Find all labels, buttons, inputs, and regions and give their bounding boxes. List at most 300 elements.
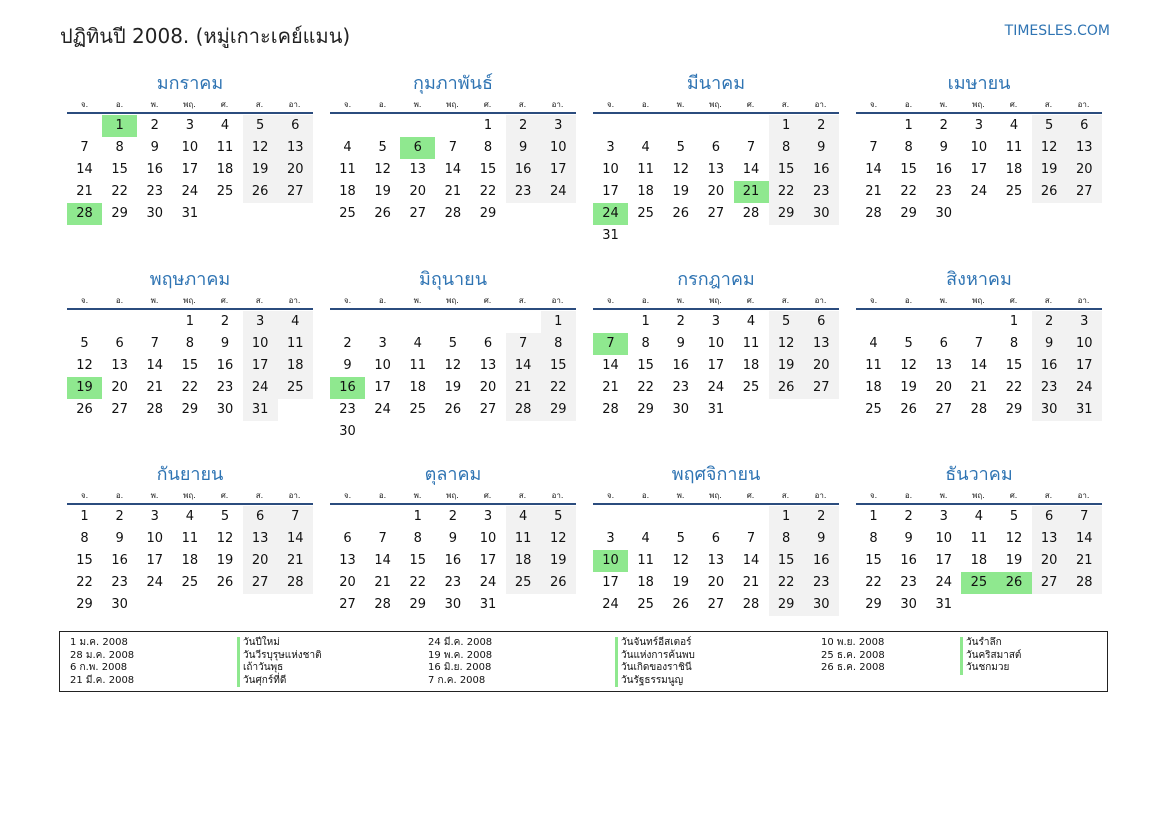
day-cell: 16 (1032, 355, 1067, 377)
day-cell: 6 (278, 115, 313, 137)
empty-day-cell (365, 506, 400, 528)
day-cell: 3 (1067, 311, 1102, 333)
day-cell: 14 (1067, 528, 1102, 550)
weekday-header (593, 98, 839, 114)
day-cell: 4 (220, 118, 230, 133)
day-cell: 19 (672, 575, 690, 590)
day-cell: 20 (339, 575, 356, 590)
day-cell: 6 (711, 531, 721, 546)
day-cell: 6 (804, 311, 839, 333)
day-cell: 8 (769, 528, 804, 550)
weekday-label: อา. (551, 491, 564, 500)
empty-day-cell (471, 311, 506, 333)
day-cell: 17 (541, 159, 576, 181)
empty-day-cell (926, 311, 961, 333)
day-cell: 5 (1009, 509, 1019, 524)
weekday-label: พ. (939, 491, 948, 500)
day-cell: 26 (1032, 181, 1067, 203)
day-cell: 2 (676, 314, 685, 329)
day-cell: 14 (374, 553, 391, 568)
weekday-label: พ. (413, 296, 422, 305)
empty-day-cell (102, 311, 137, 333)
day-cell: 2 (904, 509, 913, 524)
day-cell: 28 (506, 399, 541, 421)
day-cell: 5 (676, 531, 685, 546)
month-name: มีนาคม (686, 73, 746, 94)
day-cell: 6 (939, 336, 948, 351)
month-name: เมษายน (947, 73, 1011, 94)
weekday-header (856, 98, 1102, 114)
day-cell: 21 (146, 380, 164, 395)
day-cell: 1 (185, 314, 195, 329)
day-cell: 20 (111, 380, 128, 395)
legend-date: 16 มิ.ย. 2008 (428, 662, 492, 673)
day-cell: 24 (707, 380, 725, 395)
legend-holiday-name: วันรัฐธรรมนูญ (615, 675, 695, 688)
day-cell: 11 (637, 162, 654, 177)
day-cell: 16 (146, 162, 164, 177)
day-cell: 28 (970, 402, 988, 417)
day-cell: 3 (483, 509, 493, 524)
weekday-label: จ. (80, 491, 89, 500)
weekday-label: อ. (378, 296, 387, 305)
holiday-day-cell: 10 (593, 550, 628, 572)
day-cell: 30 (111, 597, 128, 612)
empty-day-cell (961, 311, 996, 333)
weekday-label: พ. (150, 100, 159, 109)
day-cell: 6 (711, 140, 721, 155)
day-cell: 15 (541, 355, 576, 377)
day-cell: 17 (479, 553, 497, 568)
day-cell: 1 (904, 118, 913, 133)
weekday-label: พฤ. (709, 296, 722, 305)
day-cell: 4 (746, 314, 756, 329)
legend-date-column (821, 637, 885, 675)
weekday-label: พ. (150, 491, 159, 500)
day-cell: 4 (869, 336, 878, 351)
day-cell: 15 (1005, 358, 1023, 373)
empty-day-cell (67, 115, 102, 137)
empty-day-cell (734, 115, 769, 137)
day-cell: 16 (672, 358, 690, 373)
day-cell: 20 (935, 380, 953, 395)
day-cell: 29 (409, 597, 427, 612)
day-cell: 9 (343, 358, 352, 373)
day-cell: 20 (804, 355, 839, 377)
day-cell: 2 (448, 509, 458, 524)
day-cell: 15 (76, 553, 93, 568)
legend-date-column (70, 637, 134, 687)
day-cell: 30 (1032, 399, 1067, 421)
empty-day-cell (435, 311, 470, 333)
day-cell: 9 (150, 140, 159, 155)
weekday-label: พฤ. (972, 491, 985, 500)
day-cell: 9 (506, 137, 541, 159)
site-link[interactable]: TIMESLES.COM (1004, 23, 1110, 39)
day-cell: 20 (243, 550, 278, 572)
day-cell: 9 (676, 336, 685, 351)
day-cell: 26 (672, 597, 690, 612)
weekday-label: อ. (904, 100, 913, 109)
weekday-label: ส. (518, 296, 527, 305)
day-cell: 17 (374, 380, 391, 395)
day-cell: 8 (483, 140, 493, 155)
day-cell: 27 (1067, 181, 1102, 203)
day-cell: 1 (641, 314, 650, 329)
day-cell: 28 (865, 206, 882, 221)
day-cell: 31 (181, 206, 199, 221)
month-calendar (67, 461, 313, 616)
day-cell: 9 (939, 140, 948, 155)
day-cell: 11 (970, 531, 988, 546)
day-cell: 13 (707, 553, 725, 568)
day-cell: 3 (541, 115, 576, 137)
weekday-header (593, 294, 839, 310)
legend-holiday-name: วันปีใหม่ (237, 637, 322, 650)
weekday-label: อ. (378, 100, 387, 109)
day-cell: 14 (602, 358, 619, 373)
empty-day-cell (698, 506, 733, 528)
weekday-label: ส. (1044, 100, 1053, 109)
day-cell: 26 (541, 572, 576, 594)
day-cell: 26 (374, 206, 391, 221)
weekday-label: พ. (676, 100, 685, 109)
day-cell: 18 (637, 575, 654, 590)
day-cell: 8 (541, 333, 576, 355)
month-name: กุมภาพันธ์ (413, 73, 493, 94)
day-cell: 17 (935, 553, 953, 568)
holiday-day-cell: 1 (102, 115, 137, 137)
day-cell: 21 (1067, 550, 1102, 572)
day-cell: 10 (602, 162, 619, 177)
legend-holiday-name: วันรำลึก (960, 637, 1021, 650)
day-cell: 23 (146, 184, 164, 199)
month-name: สิงหาคม (946, 269, 1012, 290)
legend-holiday-name: วันเกิดของราชินี (615, 662, 695, 675)
empty-day-cell (734, 506, 769, 528)
day-cell: 5 (80, 336, 89, 351)
day-cell: 22 (541, 377, 576, 399)
weekday-label: อา. (814, 100, 827, 109)
day-cell: 8 (769, 137, 804, 159)
day-cell: 21 (444, 184, 462, 199)
day-cell: 18 (181, 553, 199, 568)
day-cell: 10 (970, 140, 988, 155)
day-cell: 30 (339, 424, 356, 439)
day-cell: 20 (707, 184, 725, 199)
day-cell: 11 (278, 333, 313, 355)
day-cell: 24 (1067, 377, 1102, 399)
day-grid (330, 115, 576, 225)
weekday-header (330, 98, 576, 114)
day-cell: 5 (1032, 115, 1067, 137)
weekday-label: จ. (343, 296, 352, 305)
day-cell: 6 (1032, 506, 1067, 528)
day-cell: 27 (111, 402, 128, 417)
weekday-label: ส. (1044, 491, 1053, 500)
weekday-label: ส. (255, 100, 264, 109)
empty-day-cell (628, 506, 663, 528)
weekday-label: อา. (551, 100, 564, 109)
day-cell: 12 (1032, 137, 1067, 159)
day-cell: 18 (339, 184, 356, 199)
weekday-label: ศ. (1009, 491, 1018, 500)
day-cell: 4 (641, 140, 650, 155)
day-cell: 11 (409, 358, 427, 373)
weekday-label: พฤ. (709, 491, 722, 500)
weekday-header (856, 294, 1102, 310)
day-cell: 7 (80, 140, 89, 155)
day-cell: 14 (76, 162, 93, 177)
day-grid (593, 115, 839, 247)
day-cell: 23 (804, 572, 839, 594)
month-calendar (856, 266, 1102, 421)
day-cell: 15 (637, 358, 654, 373)
day-cell: 22 (900, 184, 917, 199)
day-cell: 18 (637, 184, 654, 199)
day-cell: 16 (111, 553, 128, 568)
day-cell: 19 (1005, 553, 1023, 568)
day-cell: 1 (541, 311, 576, 333)
legend-holiday-name: วันคริสมาสต์ (960, 650, 1021, 663)
legend-date: 10 พ.ย. 2008 (821, 637, 885, 648)
day-cell: 28 (602, 402, 619, 417)
day-cell: 2 (220, 314, 230, 329)
legend-holiday-name: วันศุกร์ที่ดี (237, 675, 322, 688)
day-cell: 22 (769, 572, 804, 594)
holiday-day-cell: 28 (67, 203, 102, 225)
weekday-label: พฤ. (709, 100, 722, 109)
day-cell: 29 (479, 206, 497, 221)
day-cell: 17 (181, 162, 199, 177)
day-cell: 14 (742, 553, 760, 568)
day-cell: 10 (1067, 333, 1102, 355)
day-cell: 27 (278, 181, 313, 203)
day-cell: 13 (1067, 137, 1102, 159)
day-cell: 12 (769, 333, 804, 355)
day-cell: 20 (278, 159, 313, 181)
day-cell: 4 (641, 531, 650, 546)
day-cell: 23 (506, 181, 541, 203)
weekday-label: อา. (814, 296, 827, 305)
empty-day-cell (891, 311, 926, 333)
day-cell: 23 (111, 575, 128, 590)
empty-day-cell (137, 311, 172, 333)
holiday-day-cell: 19 (67, 377, 102, 399)
day-cell: 5 (676, 140, 685, 155)
day-grid (330, 311, 576, 443)
weekday-header (67, 294, 313, 310)
weekday-label: อา. (814, 491, 827, 500)
day-cell: 26 (243, 181, 278, 203)
day-cell: 12 (672, 162, 690, 177)
day-cell: 4 (1009, 118, 1019, 133)
day-cell: 26 (769, 377, 804, 399)
day-cell: 28 (278, 572, 313, 594)
day-cell: 1 (769, 115, 804, 137)
day-cell: 15 (769, 550, 804, 572)
legend-date: 19 พ.ค. 2008 (428, 649, 493, 661)
weekday-header (330, 294, 576, 310)
day-cell: 10 (479, 531, 497, 546)
weekday-label: อ. (378, 491, 387, 500)
day-cell: 17 (602, 575, 619, 590)
weekday-header (593, 489, 839, 505)
weekday-label: อ. (641, 296, 650, 305)
weekday-label: ศ. (746, 296, 755, 305)
day-cell: 17 (1067, 355, 1102, 377)
day-grid (67, 311, 313, 421)
day-cell: 19 (769, 355, 804, 377)
weekday-label: จ. (80, 100, 89, 109)
day-cell: 25 (506, 572, 541, 594)
day-cell: 16 (804, 550, 839, 572)
day-cell: 27 (804, 377, 839, 399)
day-cell: 9 (1032, 333, 1067, 355)
weekday-header (67, 98, 313, 114)
day-cell: 18 (742, 358, 760, 373)
day-cell: 27 (409, 206, 427, 221)
holiday-day-cell: 6 (400, 137, 435, 159)
day-cell: 3 (150, 509, 159, 524)
weekday-label: อ. (641, 100, 650, 109)
day-cell: 7 (506, 333, 541, 355)
day-cell: 12 (444, 358, 462, 373)
weekday-label: จ. (606, 100, 615, 109)
day-cell: 2 (150, 118, 159, 133)
empty-day-cell (365, 311, 400, 333)
day-cell: 6 (115, 336, 124, 351)
day-cell: 12 (76, 358, 93, 373)
weekday-label: ส. (255, 296, 264, 305)
day-cell: 31 (479, 597, 497, 612)
day-cell: 8 (413, 531, 422, 546)
day-cell: 25 (865, 402, 882, 417)
day-cell: 18 (1005, 162, 1023, 177)
month-calendar (593, 70, 839, 247)
weekday-label: ศ. (483, 296, 492, 305)
day-cell: 31 (707, 402, 725, 417)
day-cell: 31 (602, 228, 619, 243)
legend-date: 28 ม.ค. 2008 (70, 649, 135, 661)
day-cell: 22 (479, 184, 497, 199)
day-cell: 22 (111, 184, 128, 199)
day-cell: 17 (602, 184, 619, 199)
weekday-label: ส. (1044, 296, 1053, 305)
holiday-legend (59, 631, 1108, 692)
month-name: มกราคม (156, 73, 224, 94)
empty-day-cell (593, 311, 628, 333)
day-cell: 24 (243, 377, 278, 399)
weekday-label: จ. (869, 296, 878, 305)
weekday-label: พฤ. (972, 100, 985, 109)
day-cell: 27 (339, 597, 356, 612)
day-cell: 11 (216, 140, 234, 155)
day-cell: 24 (146, 575, 164, 590)
weekday-label: พ. (939, 100, 948, 109)
day-cell: 24 (935, 575, 953, 590)
day-cell: 31 (935, 597, 953, 612)
day-cell: 25 (216, 184, 234, 199)
day-cell: 25 (742, 380, 760, 395)
empty-day-cell (593, 115, 628, 137)
weekday-label: ศ. (746, 100, 755, 109)
day-cell: 25 (637, 206, 654, 221)
day-cell: 9 (804, 528, 839, 550)
weekday-label: จ. (869, 491, 878, 500)
day-cell: 29 (181, 402, 199, 417)
weekday-label: อา. (1077, 296, 1090, 305)
day-cell: 3 (185, 118, 195, 133)
day-cell: 24 (541, 181, 576, 203)
day-cell: 4 (278, 311, 313, 333)
day-cell: 15 (409, 553, 427, 568)
legend-name-column (960, 637, 1021, 675)
day-cell: 19 (541, 550, 576, 572)
weekday-label: พฤ. (183, 296, 196, 305)
day-cell: 19 (1032, 159, 1067, 181)
weekday-label: พฤ. (183, 491, 196, 500)
day-cell: 15 (181, 358, 199, 373)
day-cell: 26 (216, 575, 234, 590)
day-cell: 28 (742, 597, 760, 612)
legend-date: 6 ก.พ. 2008 (70, 662, 128, 673)
day-cell: 2 (804, 115, 839, 137)
legend-holiday-name: วันจันทร์อีสเตอร์ (615, 637, 695, 650)
month-calendar (67, 70, 313, 225)
day-cell: 25 (637, 597, 654, 612)
day-cell: 29 (1005, 402, 1023, 417)
weekday-label: อ. (641, 491, 650, 500)
day-cell: 10 (243, 333, 278, 355)
month-calendar (330, 70, 576, 225)
weekday-label: ศ. (1009, 296, 1018, 305)
empty-day-cell (67, 311, 102, 333)
day-cell: 12 (216, 531, 234, 546)
day-cell: 23 (1032, 377, 1067, 399)
day-cell: 9 (448, 531, 458, 546)
legend-date: 1 ม.ค. 2008 (70, 637, 128, 648)
day-cell: 22 (409, 575, 427, 590)
day-cell: 13 (935, 358, 953, 373)
day-cell: 29 (111, 206, 128, 221)
day-cell: 30 (804, 203, 839, 225)
day-cell: 2 (939, 118, 948, 133)
day-cell: 14 (742, 162, 760, 177)
day-cell: 18 (970, 553, 988, 568)
empty-day-cell (663, 115, 698, 137)
day-cell: 4 (506, 506, 541, 528)
months-grid (67, 70, 1103, 630)
day-cell: 24 (181, 184, 199, 199)
day-cell: 27 (1032, 572, 1067, 594)
day-cell: 1 (769, 506, 804, 528)
day-cell: 30 (444, 597, 462, 612)
day-cell: 22 (76, 575, 93, 590)
day-cell: 8 (80, 531, 89, 546)
day-cell: 17 (707, 358, 725, 373)
day-cell: 13 (479, 358, 497, 373)
weekday-header (330, 489, 576, 505)
day-grid (593, 311, 839, 421)
day-cell: 3 (974, 118, 984, 133)
day-cell: 10 (146, 531, 164, 546)
day-cell: 6 (343, 531, 352, 546)
day-cell: 23 (935, 184, 953, 199)
weekday-label: ศ. (483, 491, 492, 500)
day-cell: 13 (243, 528, 278, 550)
day-cell: 19 (243, 159, 278, 181)
